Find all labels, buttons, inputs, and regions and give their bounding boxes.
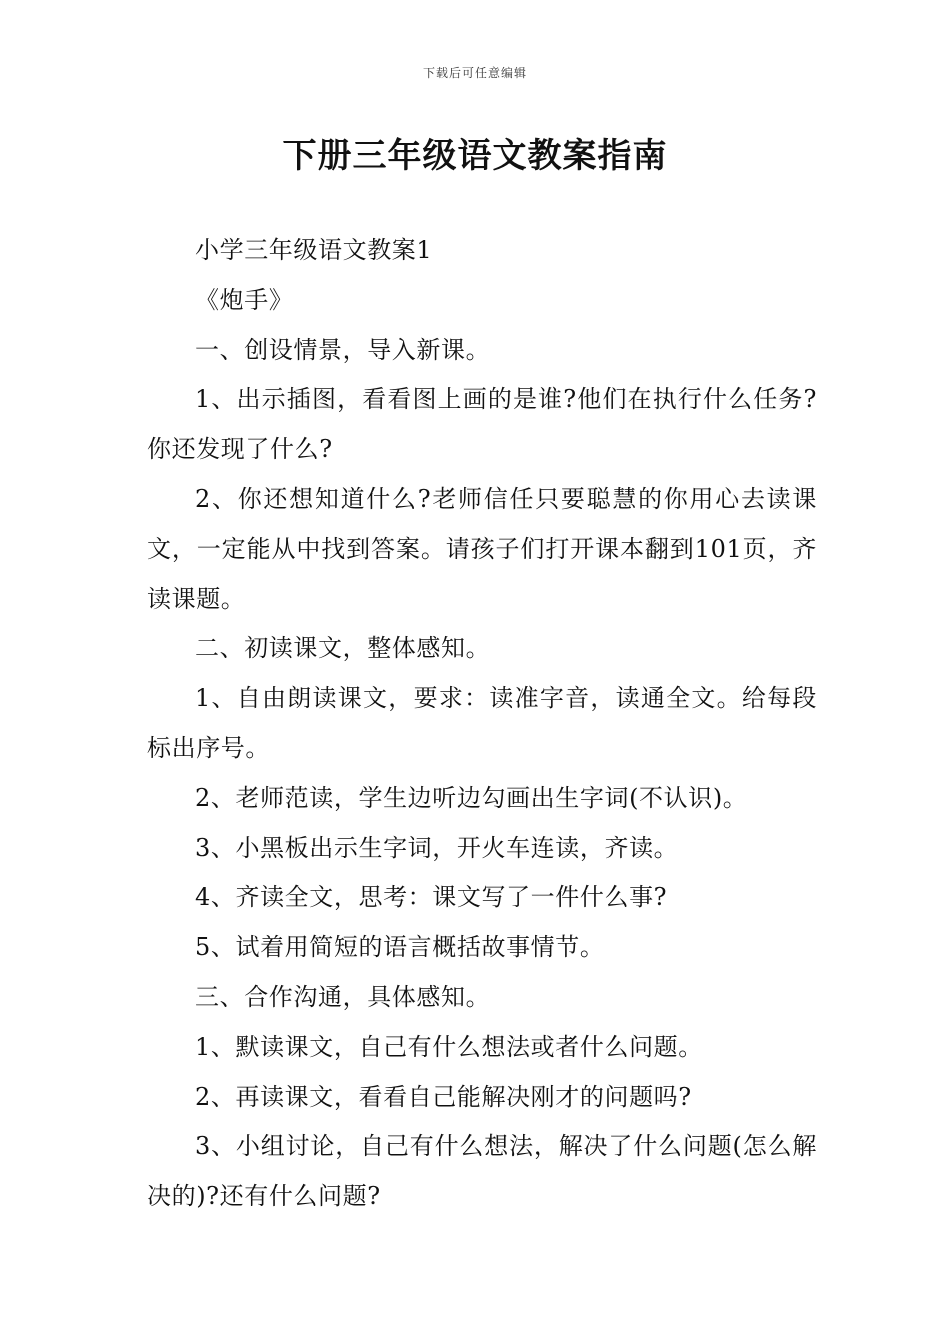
document-title: 下册三年级语文教案指南 bbox=[282, 136, 668, 176]
paragraph: 2、你还想知道什么?老师信任只要聪慧的你用心去读课文，一定能从中找到答案。请孩子们打开课本翻到101页，齐读课题。 bbox=[147, 484, 817, 613]
paragraph: 3、小黑板出示生字词，开火车连读，齐读。 bbox=[195, 833, 679, 862]
paragraph-section-one: 一、创设情景，导入新课。 bbox=[195, 335, 491, 364]
paragraph: 1、出示插图，看看图上画的是谁?他们在执行什么任务?你还发现了什么? bbox=[147, 385, 817, 464]
paragraph-section-two: 二、初读课文，整体感知。 bbox=[195, 634, 491, 663]
paragraph: 1、默读课文，自己有什么想法或者什么问题。 bbox=[195, 1032, 703, 1061]
paragraph: 3、小组讨论，自己有什么想法，解决了什么问题(怎么解决的)?还有什么问题? bbox=[147, 1132, 817, 1211]
paragraph: 4、齐读全文，思考：课文写了一件什么事? bbox=[195, 883, 668, 912]
paragraph-lesson-name: 《炮手》 bbox=[195, 285, 294, 314]
paragraph: 2、再读课文，看看自己能解决刚才的问题吗? bbox=[195, 1082, 692, 1111]
paragraph: 5、试着用简短的语言概括故事情节。 bbox=[195, 933, 605, 962]
paragraph: 2、老师范读，学生边听边勾画出生字词(不认识)。 bbox=[195, 783, 748, 812]
paragraph-section-three: 三、合作沟通，具体感知。 bbox=[195, 982, 491, 1011]
header-note: 下载后可任意编辑 bbox=[422, 66, 527, 80]
paragraph: 1、自由朗读课文，要求：读准字音，读通全文。给每段标出序号。 bbox=[147, 684, 817, 762]
paragraph-lesson-heading: 小学三年级语文教案1 bbox=[195, 236, 433, 264]
document-body bbox=[147, 226, 817, 1222]
